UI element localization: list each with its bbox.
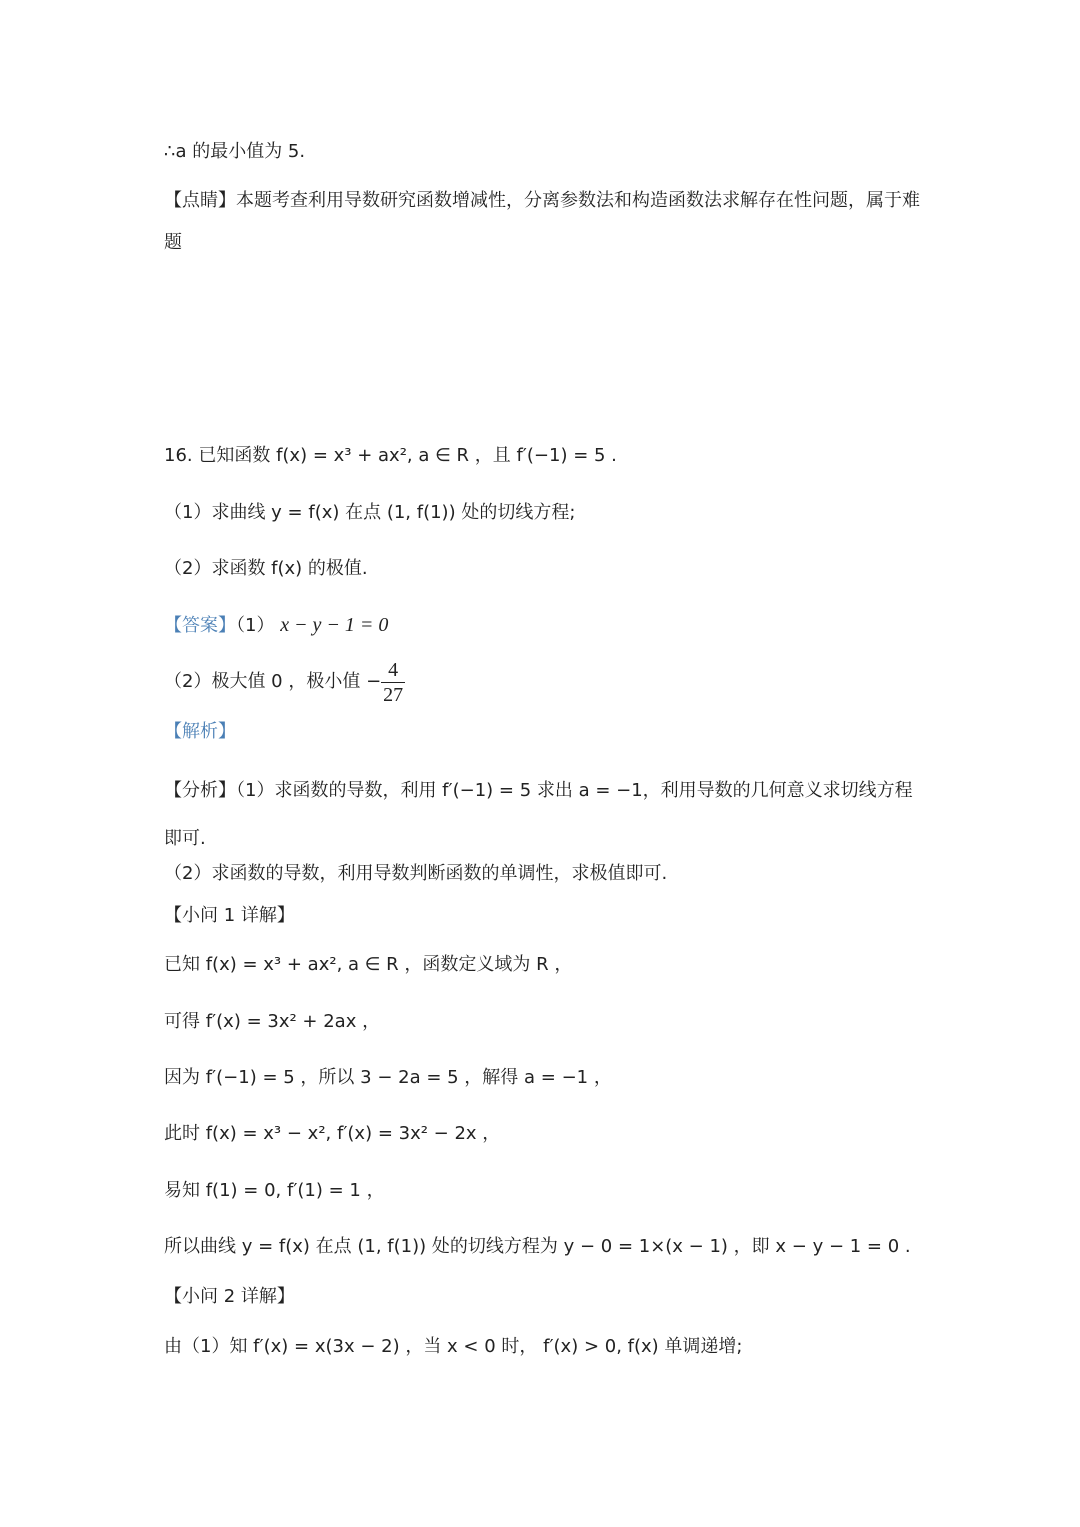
answer-1-equation: x − y − 1 = 0 [280, 614, 389, 636]
answer-2-text: （2）极大值 0 ，极小值 − [164, 671, 382, 692]
analysis-heading: 【分析】 [164, 780, 236, 801]
question-2: （2）求函数 f(x) 的极值. [164, 558, 368, 579]
detail-1-line-3: 因为 f′(−1) = 5 ，所以 3 − 2a = 5 ，解得 a = −1 ， [164, 1067, 612, 1088]
question-1: （1）求曲线 y = f(x) 在点 (1, f(1)) 处的切线方程; [164, 502, 576, 523]
problem-statement: 16. 已知函数 f(x) = x³ + ax², a ∈ R ，且 f′(−1) = 5 . [164, 445, 617, 466]
detail-1-line-2: 可得 f′(x) = 3x² + 2ax ， [164, 1011, 381, 1032]
previous-conclusion: ∴a 的最小值为 5. [164, 141, 306, 162]
detail-1-line-6: 所以曲线 y = f(x) 在点 (1, f(1)) 处的切线方程为 y − 0 = 1×(x − 1) ，即 x − y − 1 = 0 . [164, 1236, 911, 1257]
analysis-part-2: （2）求函数的导数，利用导数判断函数的单调性，求极值即可. [164, 863, 668, 884]
detail-2-label: 【小问 2 详解】 [164, 1286, 295, 1307]
analysis-part-1 [164, 767, 930, 863]
fraction-denominator: 27 [383, 683, 404, 706]
detail-1-line-4: 此时 f(x) = x³ − x², f′(x) = 3x² − 2x ， [164, 1123, 501, 1144]
detail-1-line-5: 易知 f(1) = 0, f′(1) = 1 ， [164, 1180, 385, 1201]
answer-2 [164, 656, 930, 708]
answer-1 [164, 611, 930, 640]
detail-2-line-1: 由（1）知 f′(x) = x(3x − 2) ，当 x < 0 时， f′(x) > 0, f(x) 单调递增; [164, 1336, 743, 1357]
analysis-label: 【解析】 [164, 721, 236, 742]
detail-1-line-1: 已知 f(x) = x³ + ax², a ∈ R ，函数定义域为 R ， [164, 954, 573, 975]
analysis-text-1: （1）求函数的导数，利用 f′(−1) = 5 求出 a = −1，利用导数的几何意义求切线方程即可. [164, 780, 913, 849]
detail-1-label: 【小问 1 详解】 [164, 905, 295, 926]
answer-1-prefix: （1） [236, 615, 281, 636]
answer-label: 【答案】 [164, 615, 236, 636]
answer-2-fraction [381, 658, 405, 707]
fraction-numerator: 4 [381, 658, 405, 683]
previous-comment: 【点睛】本题考查利用导数研究函数增减性，分离参数法和构造函数法求解存在性问题，属于难题 [164, 190, 920, 253]
